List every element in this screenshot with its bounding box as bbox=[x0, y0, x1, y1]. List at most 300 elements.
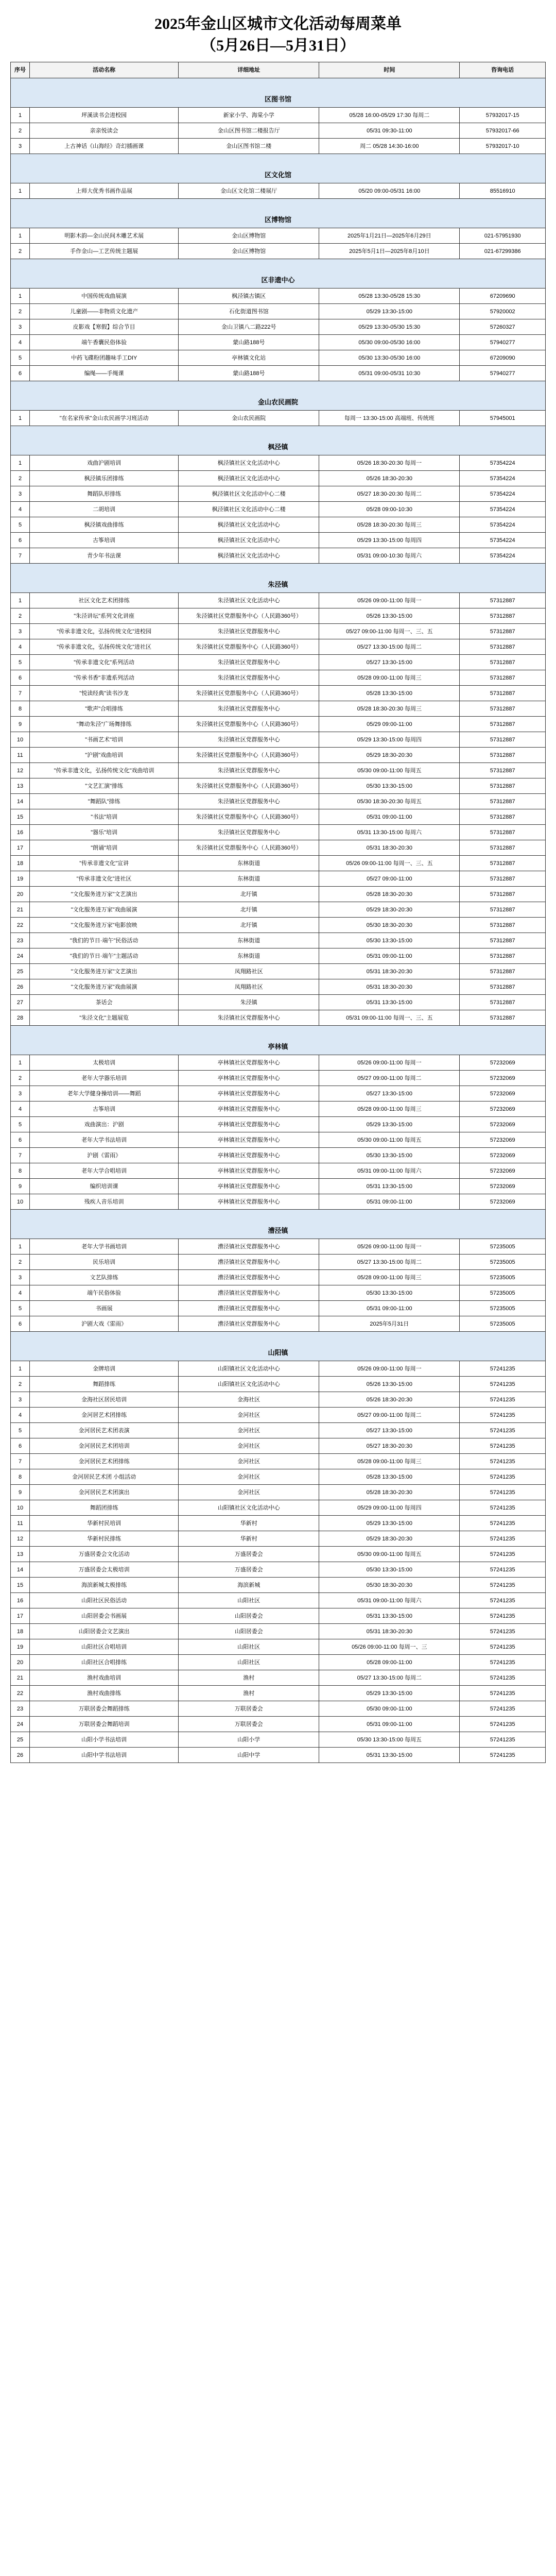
cell-address: 朱泾镇社区党群服务中心 bbox=[179, 701, 319, 717]
cell-address: 朱泾镇社区党群服务中心（人民路360号） bbox=[179, 686, 319, 701]
table-row bbox=[11, 1316, 546, 1332]
cell-time: 05/30 18:30-20:30 bbox=[319, 918, 460, 933]
cell-address: 华新村 bbox=[179, 1531, 319, 1547]
cell-phone: 57232069 bbox=[460, 1194, 546, 1210]
cell-no: 4 bbox=[11, 1285, 30, 1301]
cell-time: 05/31 09:00-11:00 bbox=[319, 1717, 460, 1732]
table-row bbox=[11, 778, 546, 794]
cell-time: 05/30 13:30-15:00 bbox=[319, 1148, 460, 1163]
cell-address: 金河社区 bbox=[179, 1423, 319, 1438]
cell-activity-name: 金河居民艺术团演出 bbox=[30, 1485, 179, 1500]
cell-activity-name: 渔村戏曲排练 bbox=[30, 1686, 179, 1701]
cell-time: 05/29 18:30-20:30 bbox=[319, 1531, 460, 1547]
header-time: 时间 bbox=[319, 62, 460, 78]
section-header-row bbox=[11, 426, 546, 455]
cell-phone: 57241235 bbox=[460, 1655, 546, 1670]
header-addr: 详细地址 bbox=[179, 62, 319, 78]
cell-no: 24 bbox=[11, 1717, 30, 1732]
table-row bbox=[11, 593, 546, 608]
cell-address: 金河社区 bbox=[179, 1454, 319, 1469]
table-row bbox=[11, 887, 546, 902]
cell-phone: 57945001 bbox=[460, 411, 546, 426]
table-row bbox=[11, 183, 546, 199]
cell-address: 山阳镇社区文化活动中心 bbox=[179, 1361, 319, 1377]
cell-no: 27 bbox=[11, 995, 30, 1010]
cell-address: 漕泾镇社区党群服务中心 bbox=[179, 1255, 319, 1270]
table-row bbox=[11, 228, 546, 244]
cell-no: 11 bbox=[11, 1516, 30, 1531]
cell-address: 山阳镇社区文化活动中心 bbox=[179, 1500, 319, 1516]
cell-activity-name: 万盛居委会文化活动 bbox=[30, 1547, 179, 1562]
cell-address: 朱泾镇社区党群服务中心 bbox=[179, 825, 319, 840]
table-body bbox=[11, 78, 546, 1763]
cell-address: 山阳社区 bbox=[179, 1655, 319, 1670]
cell-phone: 57354224 bbox=[460, 486, 546, 502]
cell-phone: 57354224 bbox=[460, 502, 546, 517]
table-row bbox=[11, 1732, 546, 1748]
cell-time: 05/26 09:00-11:00 每周一、三、五 bbox=[319, 856, 460, 871]
cell-activity-name: "悦读经典"读书沙龙 bbox=[30, 686, 179, 701]
cell-phone: 57241235 bbox=[460, 1717, 546, 1732]
cell-address: 亭林镇社区党群服务中心 bbox=[179, 1117, 319, 1132]
cell-activity-name: 舞蹈排练 bbox=[30, 1377, 179, 1392]
cell-time: 05/28 09:00-11:00 每周三 bbox=[319, 670, 460, 686]
cell-activity-name: 山阳中学书法培训 bbox=[30, 1748, 179, 1763]
table-row bbox=[11, 335, 546, 350]
cell-phone: 57241235 bbox=[460, 1701, 546, 1717]
cell-activity-name: 舞蹈队形排练 bbox=[30, 486, 179, 502]
cell-time: 05/30 13:30-15:00 bbox=[319, 933, 460, 948]
cell-phone: 57312887 bbox=[460, 825, 546, 840]
cell-no: 8 bbox=[11, 701, 30, 717]
cell-no: 7 bbox=[11, 548, 30, 564]
table-row bbox=[11, 1408, 546, 1423]
cell-activity-name: 戏曲沪剧培训 bbox=[30, 455, 179, 471]
cell-phone: 57312887 bbox=[460, 1010, 546, 1026]
cell-address: 山阳居委会 bbox=[179, 1624, 319, 1639]
page-title bbox=[10, 13, 546, 57]
cell-address: 朱泾镇社区党群服务中心 bbox=[179, 670, 319, 686]
cell-activity-name: 古筝培训 bbox=[30, 533, 179, 548]
cell-address: 金山区博物馆 bbox=[179, 244, 319, 259]
cell-phone: 57312887 bbox=[460, 809, 546, 825]
cell-time: 05/29 09:00-11:00 bbox=[319, 717, 460, 732]
cell-address: 东林街道 bbox=[179, 933, 319, 948]
cell-address: 山阳居委会 bbox=[179, 1608, 319, 1624]
cell-phone: 57312887 bbox=[460, 701, 546, 717]
cell-activity-name: 金河居艺术团排练 bbox=[30, 1408, 179, 1423]
table-row bbox=[11, 1194, 546, 1210]
cell-phone: 57241235 bbox=[460, 1624, 546, 1639]
cell-phone: 57932017-15 bbox=[460, 108, 546, 123]
cell-activity-name: "传承非遗文化，弘扬传统文化"进社区 bbox=[30, 639, 179, 655]
cell-no: 6 bbox=[11, 1316, 30, 1332]
cell-time: 05/29 13:30-15:00 每周四 bbox=[319, 732, 460, 748]
cell-phone: 57241235 bbox=[460, 1732, 546, 1748]
table-row bbox=[11, 624, 546, 639]
cell-activity-name: 民乐培训 bbox=[30, 1255, 179, 1270]
cell-no: 11 bbox=[11, 748, 30, 763]
cell-time: 2025年1月21日—2025年6月29日 bbox=[319, 228, 460, 244]
cell-address: 朱泾镇社区党群服务中心 bbox=[179, 732, 319, 748]
cell-activity-name: "文化服务进万家"文艺演出 bbox=[30, 887, 179, 902]
cell-time: 05/29 13:30-15:00 bbox=[319, 304, 460, 319]
cell-time: 05/30 18:30-20:30 每周五 bbox=[319, 794, 460, 809]
cell-phone: 57312887 bbox=[460, 655, 546, 670]
cell-activity-name: "朱泾讲坛"系列文化讲座 bbox=[30, 608, 179, 624]
table-row bbox=[11, 1148, 546, 1163]
cell-no: 3 bbox=[11, 1270, 30, 1285]
cell-time: 05/29 09:00-11:00 每周四 bbox=[319, 1500, 460, 1516]
cell-no: 5 bbox=[11, 655, 30, 670]
cell-activity-name: 金河居民艺术团 小组活动 bbox=[30, 1469, 179, 1485]
cell-phone: 57920002 bbox=[460, 304, 546, 319]
cell-address: 朱泾镇社区党群服务中心（人民路360号） bbox=[179, 748, 319, 763]
cell-no: 3 bbox=[11, 486, 30, 502]
cell-activity-name: 万联居委会舞蹈排练 bbox=[30, 1701, 179, 1717]
cell-no: 4 bbox=[11, 335, 30, 350]
table-row bbox=[11, 1423, 546, 1438]
cell-no: 2 bbox=[11, 1255, 30, 1270]
cell-time: 05/26 13:30-15:00 bbox=[319, 608, 460, 624]
cell-phone: 57232069 bbox=[460, 1148, 546, 1163]
cell-time: 05/30 13:30-15:00 bbox=[319, 1562, 460, 1578]
cell-phone: 57241235 bbox=[460, 1748, 546, 1763]
cell-address: 枫泾镇社区文化活动中心 bbox=[179, 548, 319, 564]
table-row bbox=[11, 411, 546, 426]
cell-activity-name: 戏曲演出：沪剧 bbox=[30, 1117, 179, 1132]
cell-no: 25 bbox=[11, 1732, 30, 1748]
cell-address: 枫泾镇社区文化活动中心二楼 bbox=[179, 502, 319, 517]
section-title: 区图书馆 bbox=[11, 78, 546, 108]
cell-no: 9 bbox=[11, 1485, 30, 1500]
cell-phone: 57312887 bbox=[460, 948, 546, 964]
table-header-row bbox=[11, 62, 546, 78]
cell-time: 05/27 09:00-11:00 每周一、三、五 bbox=[319, 624, 460, 639]
table-row bbox=[11, 486, 546, 502]
cell-phone: 57312887 bbox=[460, 639, 546, 655]
cell-time: 05/31 09:00-11:00 bbox=[319, 1301, 460, 1316]
cell-activity-name: 中药飞碟粉团趣味手工DIY bbox=[30, 350, 179, 366]
cell-address: 东林街道 bbox=[179, 871, 319, 887]
cell-time: 05/27 13:30-15:00 每周二 bbox=[319, 639, 460, 655]
cell-time: 05/27 09:00-11:00 bbox=[319, 871, 460, 887]
cell-address: 亭林镇文化站 bbox=[179, 350, 319, 366]
section-header-row bbox=[11, 78, 546, 108]
table-row bbox=[11, 366, 546, 381]
table-row bbox=[11, 1500, 546, 1516]
cell-phone: 57312887 bbox=[460, 778, 546, 794]
cell-no: 19 bbox=[11, 1639, 30, 1655]
cell-no: 5 bbox=[11, 517, 30, 533]
cell-time: 05/27 09:00-11:00 每周二 bbox=[319, 1408, 460, 1423]
cell-phone: 57241235 bbox=[460, 1578, 546, 1593]
cell-no: 25 bbox=[11, 964, 30, 979]
cell-activity-name: 二胡培训 bbox=[30, 502, 179, 517]
cell-activity-name: 山阳居委会书画展 bbox=[30, 1608, 179, 1624]
cell-activity-name: "朱泾文化"主题展览 bbox=[30, 1010, 179, 1026]
cell-time: 05/28 09:00-11:00 每周三 bbox=[319, 1454, 460, 1469]
cell-no: 21 bbox=[11, 902, 30, 918]
cell-address: 朱泾镇社区党群服务中心（人民路360号） bbox=[179, 608, 319, 624]
table-row bbox=[11, 1578, 546, 1593]
cell-phone: 57232069 bbox=[460, 1132, 546, 1148]
cell-address: 金山区文化馆二楼展厅 bbox=[179, 183, 319, 199]
section-header-row bbox=[11, 199, 546, 228]
cell-time: 05/28 09:00-11:00 每周三 bbox=[319, 1101, 460, 1117]
table-row bbox=[11, 670, 546, 686]
cell-time: 05/31 09:00-11:00 每周一、三、五 bbox=[319, 1010, 460, 1026]
cell-address: 山阳镇社区文化活动中心 bbox=[179, 1377, 319, 1392]
cell-activity-name: 编织培训课 bbox=[30, 1179, 179, 1194]
cell-time: 05/30 09:00-11:00 bbox=[319, 1701, 460, 1717]
cell-phone: 57241235 bbox=[460, 1392, 546, 1408]
cell-phone: 021-67299386 bbox=[460, 244, 546, 259]
table-row bbox=[11, 533, 546, 548]
cell-activity-name: 上古神话《山海经》奇幻插画课 bbox=[30, 139, 179, 154]
cell-no: 1 bbox=[11, 411, 30, 426]
cell-phone: 57232069 bbox=[460, 1071, 546, 1086]
cell-address: 亭林镇社区党群服务中心 bbox=[179, 1055, 319, 1071]
cell-no: 23 bbox=[11, 1701, 30, 1717]
cell-phone: 57312887 bbox=[460, 964, 546, 979]
cell-activity-name: 端午民俗体验 bbox=[30, 1285, 179, 1301]
cell-phone: 57241235 bbox=[460, 1377, 546, 1392]
cell-no: 4 bbox=[11, 1101, 30, 1117]
cell-phone: 57312887 bbox=[460, 794, 546, 809]
table-row bbox=[11, 1547, 546, 1562]
cell-phone: 57312887 bbox=[460, 763, 546, 778]
cell-time: 05/27 18:30-20:30 每周二 bbox=[319, 486, 460, 502]
section-title: 区文化馆 bbox=[11, 154, 546, 183]
cell-no: 3 bbox=[11, 1086, 30, 1101]
cell-time: 05/31 18:30-20:30 bbox=[319, 964, 460, 979]
cell-phone: 57312887 bbox=[460, 979, 546, 995]
cell-time: 05/28 13:30-15:00 bbox=[319, 686, 460, 701]
cell-time: 05/31 09:00-10:30 每周六 bbox=[319, 548, 460, 564]
table-row bbox=[11, 1361, 546, 1377]
cell-no: 14 bbox=[11, 1562, 30, 1578]
cell-activity-name: 山阳居委会文艺演出 bbox=[30, 1624, 179, 1639]
cell-address: 漕泾镇社区党群服务中心 bbox=[179, 1270, 319, 1285]
cell-phone: 57312887 bbox=[460, 686, 546, 701]
cell-no: 17 bbox=[11, 840, 30, 856]
cell-address: 北圩镇 bbox=[179, 918, 319, 933]
cell-address: 枫泾镇社区文化活动中心 bbox=[179, 533, 319, 548]
section-title: 区非遗中心 bbox=[11, 259, 546, 289]
cell-address: 枫泾镇社区文化活动中心二楼 bbox=[179, 486, 319, 502]
cell-address: 东林街道 bbox=[179, 856, 319, 871]
cell-address: 金山卫镇八二路222号 bbox=[179, 319, 319, 335]
table-row bbox=[11, 964, 546, 979]
cell-no: 24 bbox=[11, 948, 30, 964]
cell-address: 朱泾镇社区党群服务中心（人民路360号） bbox=[179, 717, 319, 732]
cell-activity-name: "舞蹈队"排练 bbox=[30, 794, 179, 809]
cell-phone: 57241235 bbox=[460, 1500, 546, 1516]
cell-address: 东林街道 bbox=[179, 948, 319, 964]
cell-activity-name: 老年大学书画培训 bbox=[30, 1239, 179, 1255]
cell-address: 金山区博物馆 bbox=[179, 228, 319, 244]
cell-activity-name: 华新村民排练 bbox=[30, 1531, 179, 1547]
cell-address: 山阳小学 bbox=[179, 1732, 319, 1748]
cell-address: 朱泾镇社区党群服务中心 bbox=[179, 655, 319, 670]
cell-time: 05/31 18:30-20:30 bbox=[319, 1624, 460, 1639]
cell-activity-name: 社区文化艺术团排练 bbox=[30, 593, 179, 608]
cell-address: 枫泾镇社区文化活动中心 bbox=[179, 455, 319, 471]
cell-address: 金山区图书馆二楼报告厅 bbox=[179, 123, 319, 139]
cell-phone: 57241235 bbox=[460, 1639, 546, 1655]
cell-no: 15 bbox=[11, 1578, 30, 1593]
table-row bbox=[11, 1624, 546, 1639]
table-row bbox=[11, 1377, 546, 1392]
cell-address: 亭林镇社区党群服务中心 bbox=[179, 1148, 319, 1163]
cell-activity-name: 沪剧《雷雨》 bbox=[30, 1148, 179, 1163]
table-row bbox=[11, 1469, 546, 1485]
cell-address: 朱泾镇社区文化活动中心 bbox=[179, 593, 319, 608]
cell-activity-name: 老年大学健身操培训——舞蹈 bbox=[30, 1086, 179, 1101]
cell-phone: 57232069 bbox=[460, 1055, 546, 1071]
cell-time: 05/31 09:00-05/31 10:30 bbox=[319, 366, 460, 381]
cell-activity-name: 海滨新城太极排练 bbox=[30, 1578, 179, 1593]
cell-phone: 57312887 bbox=[460, 593, 546, 608]
cell-phone: 57312887 bbox=[460, 670, 546, 686]
cell-activity-name: 儿童剧——非物质文化遗产 bbox=[30, 304, 179, 319]
document bbox=[10, 0, 546, 1778]
table-row bbox=[11, 1179, 546, 1194]
cell-activity-name: 金海社区居民培训 bbox=[30, 1392, 179, 1408]
cell-phone: 57940277 bbox=[460, 366, 546, 381]
cell-time: 周二 05/28 14:30-16:00 bbox=[319, 139, 460, 154]
cell-activity-name: "传承非遗文化，弘扬传统文化"戏曲培训 bbox=[30, 763, 179, 778]
cell-no: 3 bbox=[11, 624, 30, 639]
cell-activity-name: 山阳社区合唱培训 bbox=[30, 1639, 179, 1655]
table-row bbox=[11, 701, 546, 717]
cell-time: 05/31 13:30-15:00 bbox=[319, 1748, 460, 1763]
table-row bbox=[11, 1701, 546, 1717]
table-row bbox=[11, 840, 546, 856]
cell-phone: 57312887 bbox=[460, 995, 546, 1010]
cell-phone: 57241235 bbox=[460, 1608, 546, 1624]
cell-activity-name: "歌声"合唱排练 bbox=[30, 701, 179, 717]
cell-phone: 57312887 bbox=[460, 918, 546, 933]
cell-phone: 57312887 bbox=[460, 840, 546, 856]
cell-phone: 57241235 bbox=[460, 1686, 546, 1701]
cell-no: 19 bbox=[11, 871, 30, 887]
table-row bbox=[11, 1055, 546, 1071]
cell-phone: 57241235 bbox=[460, 1547, 546, 1562]
cell-no: 10 bbox=[11, 1500, 30, 1516]
cell-address: 朱泾镇 bbox=[179, 995, 319, 1010]
cell-phone: 57312887 bbox=[460, 608, 546, 624]
cell-address: 北圩镇 bbox=[179, 902, 319, 918]
cell-address: 朱泾镇社区党群服务中心（人民路360号） bbox=[179, 840, 319, 856]
cell-address: 凤翔路社区 bbox=[179, 964, 319, 979]
table-row bbox=[11, 1255, 546, 1270]
cell-phone: 57260327 bbox=[460, 319, 546, 335]
cell-phone: 67209090 bbox=[460, 350, 546, 366]
cell-time: 05/31 18:30-20:30 bbox=[319, 840, 460, 856]
section-title: 山阳镇 bbox=[11, 1332, 546, 1361]
table-row bbox=[11, 948, 546, 964]
cell-activity-name: 明影木韵—金山民间木雕艺术展 bbox=[30, 228, 179, 244]
table-row bbox=[11, 1239, 546, 1255]
cell-time: 05/30 13:30-05/30 16:00 bbox=[319, 350, 460, 366]
table-row bbox=[11, 1686, 546, 1701]
cell-no: 5 bbox=[11, 1423, 30, 1438]
table-row bbox=[11, 1071, 546, 1086]
table-row bbox=[11, 732, 546, 748]
table-row bbox=[11, 304, 546, 319]
cell-no: 1 bbox=[11, 1055, 30, 1071]
cell-no: 9 bbox=[11, 1179, 30, 1194]
cell-phone: 57235005 bbox=[460, 1285, 546, 1301]
cell-address: 漕泾镇社区党群服务中心 bbox=[179, 1316, 319, 1332]
table-row bbox=[11, 655, 546, 670]
cell-activity-name: "朗诵"培训 bbox=[30, 840, 179, 856]
cell-phone: 57241235 bbox=[460, 1516, 546, 1531]
cell-activity-name: 皮影戏【寒假】综合节目 bbox=[30, 319, 179, 335]
cell-address: 石化街道图书馆 bbox=[179, 304, 319, 319]
cell-activity-name: 太极培训 bbox=[30, 1055, 179, 1071]
table-row bbox=[11, 139, 546, 154]
cell-no: 28 bbox=[11, 1010, 30, 1026]
header-tel: 咨询电话 bbox=[460, 62, 546, 78]
cell-address: 枫泾镇古镇区 bbox=[179, 289, 319, 304]
cell-time: 05/27 13:30-15:00 每周二 bbox=[319, 1255, 460, 1270]
table-row bbox=[11, 748, 546, 763]
cell-activity-name: 手作金山—工艺传统主题展 bbox=[30, 244, 179, 259]
cell-no: 26 bbox=[11, 979, 30, 995]
cell-phone: 57241235 bbox=[460, 1454, 546, 1469]
cell-no: 10 bbox=[11, 732, 30, 748]
table-row bbox=[11, 1454, 546, 1469]
table-row bbox=[11, 123, 546, 139]
cell-no: 1 bbox=[11, 228, 30, 244]
cell-phone: 57241235 bbox=[460, 1469, 546, 1485]
table-row bbox=[11, 979, 546, 995]
cell-address: 万盛居委会 bbox=[179, 1547, 319, 1562]
cell-phone: 57241235 bbox=[460, 1562, 546, 1578]
cell-phone: 57354224 bbox=[460, 517, 546, 533]
cell-time: 05/31 09:30-11:00 bbox=[319, 123, 460, 139]
cell-phone: 57241235 bbox=[460, 1408, 546, 1423]
activity-table bbox=[10, 62, 546, 1763]
cell-phone: 57312887 bbox=[460, 748, 546, 763]
cell-activity-name: "文化服务进万家"戏曲展演 bbox=[30, 902, 179, 918]
cell-no: 6 bbox=[11, 1132, 30, 1148]
cell-no: 3 bbox=[11, 139, 30, 154]
cell-time: 05/29 13:30-15:00 bbox=[319, 1516, 460, 1531]
cell-phone: 57232069 bbox=[460, 1179, 546, 1194]
table-row bbox=[11, 902, 546, 918]
cell-no: 2 bbox=[11, 304, 30, 319]
cell-activity-name: "我们的节日·端午"民俗活动 bbox=[30, 933, 179, 948]
cell-activity-name: 万联居委会舞蹈培训 bbox=[30, 1717, 179, 1732]
table-row bbox=[11, 809, 546, 825]
cell-no: 23 bbox=[11, 933, 30, 948]
cell-no: 6 bbox=[11, 670, 30, 686]
cell-time: 05/26 09:00-11:00 每周一 bbox=[319, 593, 460, 608]
cell-no: 7 bbox=[11, 1454, 30, 1469]
cell-time: 05/28 09:00-11:00 bbox=[319, 1655, 460, 1670]
cell-time: 05/27 09:00-11:00 每周二 bbox=[319, 1071, 460, 1086]
section-header-row bbox=[11, 1210, 546, 1239]
cell-address: 亭林镇社区党群服务中心 bbox=[179, 1163, 319, 1179]
cell-time: 05/30 18:30-20:30 bbox=[319, 1578, 460, 1593]
cell-phone: 57312887 bbox=[460, 887, 546, 902]
cell-phone: 57235005 bbox=[460, 1255, 546, 1270]
cell-activity-name: 山阳社区合唱排练 bbox=[30, 1655, 179, 1670]
